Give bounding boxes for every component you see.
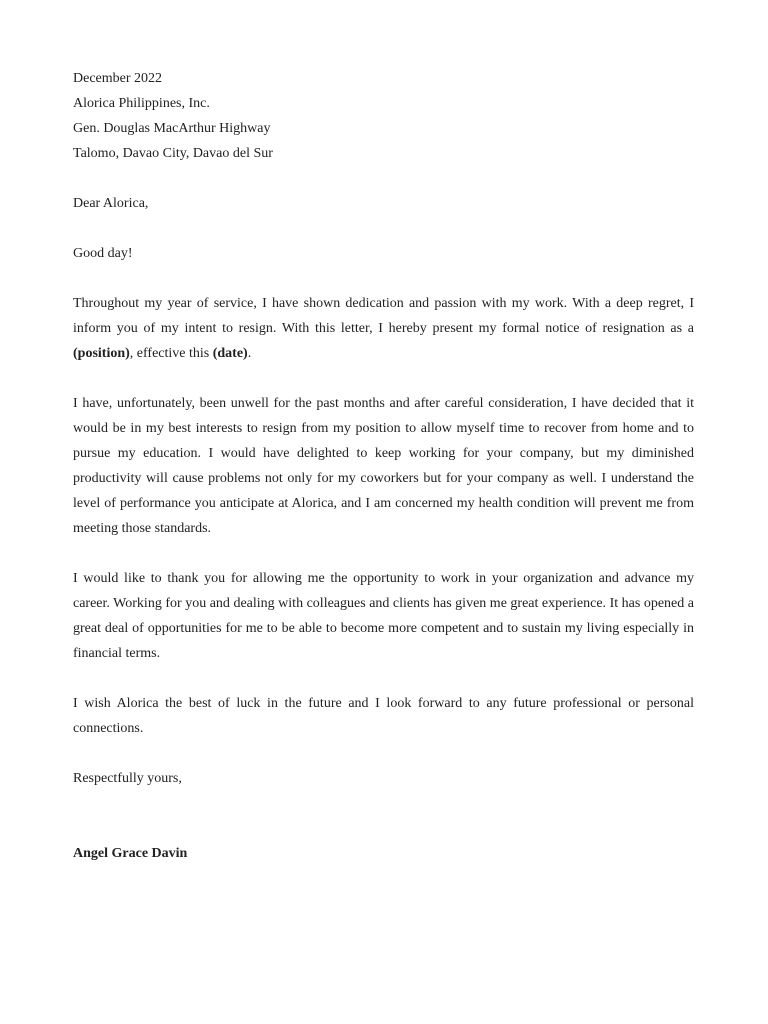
paragraph-best-wishes: I wish Alorica the best of luck in the future and I look forward to any future professional or personal connections. [73,696,694,736]
paragraph1-text-c: . [247,346,252,361]
position-placeholder: (position) [73,346,130,361]
letter-date: December 2022 [73,71,163,86]
recipient-address [73,91,694,166]
signature-name: Angel Grace Davin [73,846,188,861]
paragraph-health-reason: I have, unfortunately, been unwell for the past months and after careful consideration, I have decided that it would be in my best interests to resign from my position to allow myself time to recover from home and to pursue my education. I would have delighted to keep working for your company, but my diminished productivity will cause problems not only for my coworkers but for your company as well. I understand the level of performance you anticipate at Alorica, and I am concerned my health condition will prevent me from meeting those standards. [73,396,694,536]
resignation-letter [73,66,694,866]
salutation: Dear Alorica, [73,196,149,211]
closing: Respectfully yours, [73,771,182,786]
paragraph1-text-b: , effective this [129,346,213,361]
paragraph-intent-to-resign [73,291,694,366]
recipient-city: Talomo, Davao City, Davao del Sur [73,146,273,161]
recipient-street: Gen. Douglas MacArthur Highway [73,121,271,136]
paragraph-gratitude: I would like to thank you for allowing me the opportunity to work in your organization and advance my career. Working for you and dealing with colleagues and clients has given me great experience. It has opened a great deal of opportunities for me to be able to become more competent and to sustain my living especially in financial terms. [73,571,694,661]
recipient-company: Alorica Philippines, Inc. [73,96,210,111]
greeting: Good day! [73,246,133,261]
date-placeholder: (date) [212,346,248,361]
paragraph1-text-a: Throughout my year of service, I have shown dedication and passion with my work. With a deep regret, I inform you of my intent to resign. With this letter, I hereby present my formal notice of resignation as a [73,296,694,336]
